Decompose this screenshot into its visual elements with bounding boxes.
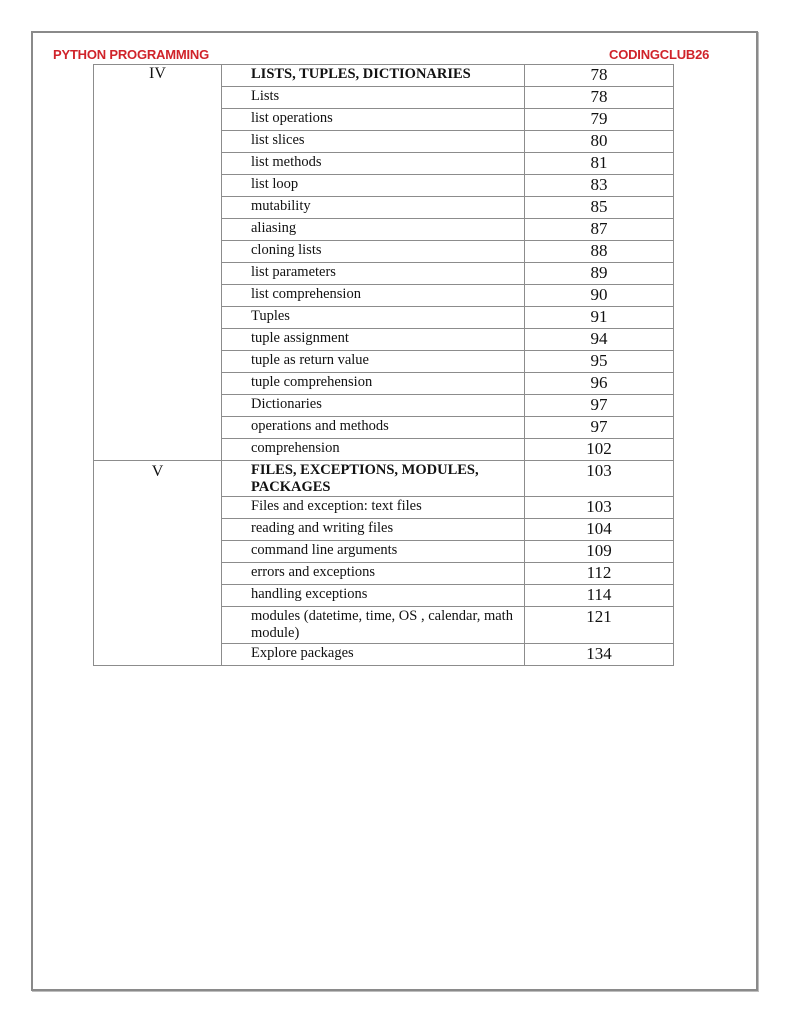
topic-label: list loop <box>251 176 299 192</box>
page-number: 114 <box>525 585 674 607</box>
unit-heading <box>222 65 525 87</box>
page-number: 85 <box>525 197 674 219</box>
page-number: 88 <box>525 241 674 263</box>
page-number: 112 <box>525 563 674 585</box>
topic-title <box>222 607 525 644</box>
table-row <box>94 65 674 87</box>
topic-title <box>222 563 525 585</box>
topic-title <box>222 153 525 175</box>
topic-title <box>222 87 525 109</box>
topic-title <box>222 285 525 307</box>
topic-label: list methods <box>251 154 322 170</box>
page-number: 83 <box>525 175 674 197</box>
topic-title <box>222 497 525 519</box>
topic-title <box>222 644 525 666</box>
topic-label: list slices <box>251 132 305 148</box>
topic-label: Lists <box>251 88 280 104</box>
topic-title <box>222 263 525 285</box>
header-title-left: PYTHON PROGRAMMING <box>53 47 210 62</box>
page-number: 81 <box>525 153 674 175</box>
page-number: 78 <box>525 65 674 87</box>
page-number: 91 <box>525 307 674 329</box>
topic-label: list operations <box>251 110 333 126</box>
topic-label: FILES, EXCEPTIONS, MODULES, PACKAGES <box>251 462 479 495</box>
page-number: 78 <box>525 87 674 109</box>
topic-label: tuple as return value <box>251 352 369 368</box>
topic-label: tuple comprehension <box>251 374 373 390</box>
page-number: 94 <box>525 329 674 351</box>
unit-number: IV <box>94 65 222 461</box>
unit-number: V <box>94 461 222 666</box>
topic-title <box>222 131 525 153</box>
topic-label: reading and writing files <box>251 520 394 536</box>
topic-title <box>222 439 525 461</box>
topic-label: Explore packages <box>251 645 354 661</box>
unit-heading <box>222 461 525 497</box>
page-number: 104 <box>525 519 674 541</box>
topic-title <box>222 307 525 329</box>
topic-title <box>222 219 525 241</box>
page-number: 89 <box>525 263 674 285</box>
topic-label: comprehension <box>251 440 340 456</box>
page-number: 121 <box>525 607 674 644</box>
topic-label: mutability <box>251 198 311 214</box>
topic-label: Tuples <box>251 308 290 324</box>
page-number: 103 <box>525 461 674 497</box>
page-number: 109 <box>525 541 674 563</box>
topic-label: list comprehension <box>251 286 361 302</box>
topic-label: Files and exception: text files <box>251 498 422 514</box>
topic-label: cloning lists <box>251 242 322 258</box>
page-number: 79 <box>525 109 674 131</box>
topic-title <box>222 541 525 563</box>
topic-label: handling exceptions <box>251 586 368 602</box>
topic-label: command line arguments <box>251 542 398 558</box>
page-number: 97 <box>525 395 674 417</box>
page-number: 90 <box>525 285 674 307</box>
page-number: 103 <box>525 497 674 519</box>
topic-title <box>222 197 525 219</box>
topic-title <box>222 395 525 417</box>
page-number: 80 <box>525 131 674 153</box>
table-row <box>94 461 674 497</box>
topic-title <box>222 417 525 439</box>
topic-label: LISTS, TUPLES, DICTIONARIES <box>251 66 471 82</box>
topic-label: operations and methods <box>251 418 389 434</box>
topic-title <box>222 519 525 541</box>
topic-label: Dictionaries <box>251 396 322 412</box>
topic-title <box>222 373 525 395</box>
topic-title <box>222 175 525 197</box>
topic-label: errors and exceptions <box>251 564 376 580</box>
topic-label: modules (datetime, time, OS , calendar, math module) <box>251 608 513 641</box>
topic-label: tuple assignment <box>251 330 349 346</box>
topic-title <box>222 329 525 351</box>
header-title-right: CODINGCLUB26 <box>609 47 710 62</box>
topic-label: list parameters <box>251 264 336 280</box>
page-number: 102 <box>525 439 674 461</box>
topic-title <box>222 241 525 263</box>
page-number: 87 <box>525 219 674 241</box>
page-number: 134 <box>525 644 674 666</box>
page-number: 95 <box>525 351 674 373</box>
topic-title <box>222 585 525 607</box>
topic-label: aliasing <box>251 220 297 236</box>
topic-title <box>222 351 525 373</box>
page-number: 96 <box>525 373 674 395</box>
table-of-contents <box>93 64 674 666</box>
topic-title <box>222 109 525 131</box>
page-number: 97 <box>525 417 674 439</box>
